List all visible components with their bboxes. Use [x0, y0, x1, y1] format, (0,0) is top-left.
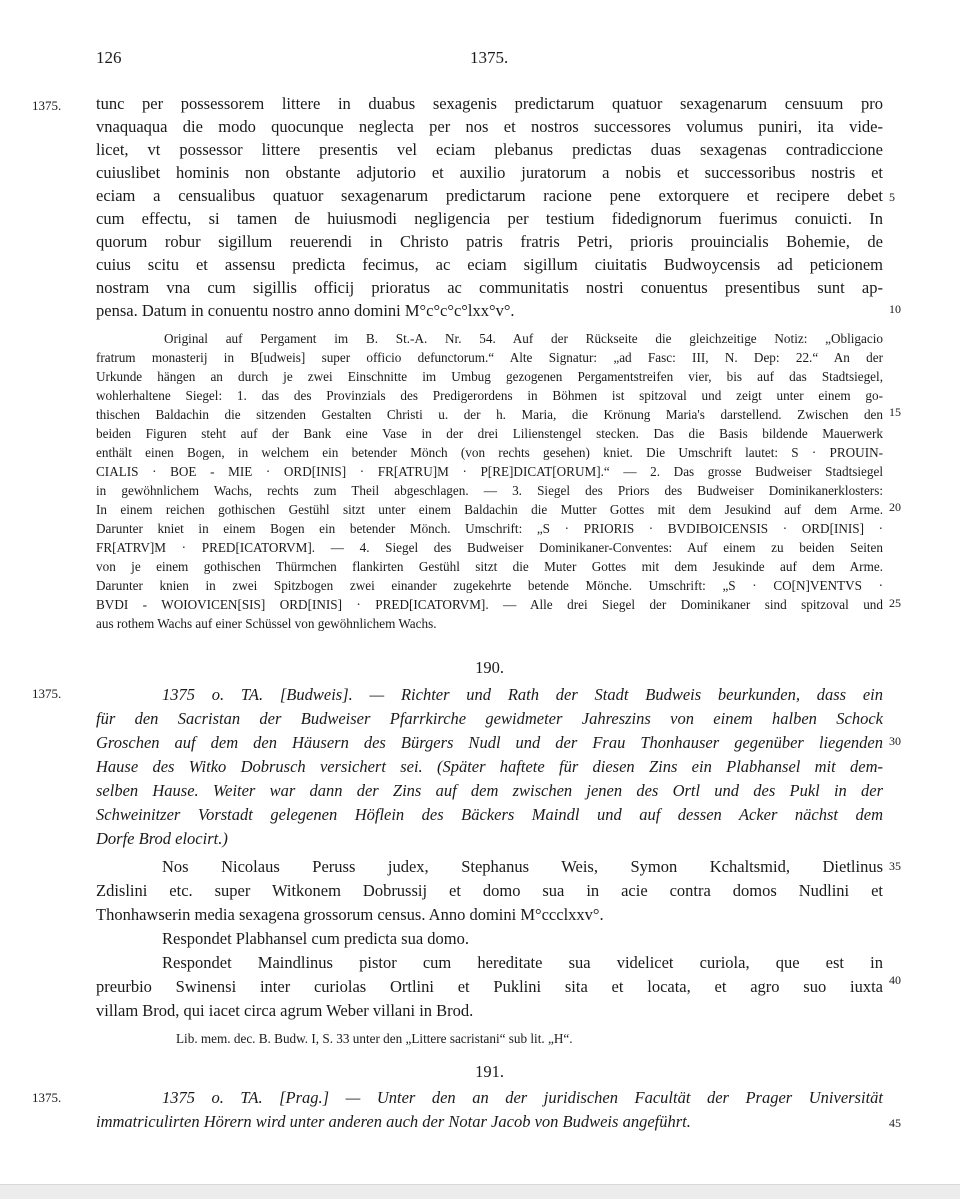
- line-number: 20: [889, 500, 901, 514]
- text-line: Nos Nicolaus Peruss judex, Stephanus Weis, Symon Kchaltsmid, Dietlinus: [162, 857, 883, 876]
- text-line: vnaquaqua die modo quocunque neglecta per nos et nostros successores volumus puniri, ita vide-: [96, 117, 883, 136]
- text-line: preurbio Swinensi inter curiolas Ortlini et Puklini sita et locata, et agro suo iuxta: [96, 977, 883, 996]
- text-line: cuiuslibet hominis non obstante adjutorio et auxilio juratorum a nobis et successoribus nostris et: [96, 163, 883, 182]
- regest-line: Groschen auf dem den Häusern des Bürgers Nudl und der Frau Thonhauser gegenüber liegenden: [96, 733, 883, 752]
- text-line: licet, vt possessor littere presentis vel eciam plebanus predictas duas sexagenas contradiccione: [96, 140, 883, 159]
- note-line: enthält einen Bogen, in welchem ein betender Mönch (von rechts gesehen) kniet. Die Umschrift lautet: S · PROUIN-: [96, 445, 883, 460]
- text-line: quorum robur sigillum reuerendi in Christo patris fratris Petri, prioris prouincialis Bohemie, de: [96, 232, 883, 251]
- text-line: Thonhawserin media sexagena grossorum census. Anno domini M°ccclxxv°.: [96, 905, 604, 924]
- note-line: FR[ATRV]M · PRED[ICATORVM]. — 4. Siegel des Budweiser Dominikaner-Conventes: Auf einem zu beiden Seiten: [96, 540, 883, 555]
- regest-line: Schweinitzer Vorstadt gelegenen Höflein des Bäckers Maindl und auf dessen Acker nächst dem: [96, 805, 883, 824]
- regest-line: für den Sacristan der Budweiser Pfarrkirche gewidmeter Jahreszins von einem halben Schock: [96, 709, 883, 728]
- text-line: eciam a censualibus quatuor sexagenarum predictarum racione pene extorquere et recipere debet: [96, 186, 883, 205]
- line-number: 15: [889, 405, 901, 419]
- line-number: 40: [889, 973, 901, 987]
- note-line: Urkunde hängen an durch je zwei Einschnitte im Umbug gezogenen Pergamentstreifen vier, bis auf das Stadtsiegel,: [96, 369, 883, 384]
- note-line: von je einem gothischen Thürmchen flankirten Gestühl sitzt die Muter Gottes mit dem Jesukinde auf dem Arme.: [96, 559, 883, 574]
- line-number: 10: [889, 302, 901, 316]
- text-line: nostram vna cum sigillis officij prioratus ac communitatis nostri conuentus presentibus sunt ap-: [96, 278, 883, 297]
- note-line: BVDI - WOIOVICEN[SIS] ORD[INIS] · PRED[ICATORVM]. — Alle drei Siegel der Dominikaner sind spitzoval und: [96, 597, 883, 612]
- document-number: 191.: [475, 1062, 504, 1081]
- running-year: 1375.: [470, 48, 509, 67]
- text-line: pensa. Datum in conuentu nostro anno domini M°c°c°c°lxx°v°.: [96, 301, 515, 320]
- margin-year: 1375.: [32, 1090, 62, 1105]
- note-line: in gewöhnlichem Wachs, rechts zum Theil abgeschlagen. — 3. Siegel des Priors des Budweiser Dominikanerklosters:: [96, 483, 883, 498]
- note-line: fratrum monasterij in B[udweis] super officio defunctorum.“ Alte Signatur: „ad Fasc: III, N. Dep: 22.“ An der: [96, 350, 883, 365]
- text-line: Respondet Plabhansel cum predicta sua domo.: [162, 929, 470, 948]
- regest-line: Hause des Witko Dobrusch versichert sei. (Später haftete für diesen Zins ein Plabhansel mit dem-: [96, 757, 883, 776]
- line-number: 45: [889, 1116, 901, 1130]
- line-number: 35: [889, 859, 901, 873]
- scan-bottom-edge: [0, 1184, 960, 1199]
- note-line: wohlerhaltene Siegel: 1. das des Provinzials des Predigerordens in Böhmen ist spitzoval und zeigt unter einem go-: [96, 388, 883, 403]
- text-line: Respondet Maindlinus pistor cum hereditate sua videlicet curiola, que est in: [162, 953, 883, 972]
- text-line: Zdislini etc. super Witkonem Dobrussij et domo sua in acie contra domos Nudlini et: [96, 881, 883, 900]
- text-line: villam Brod, qui iacet circa agrum Weber villani in Brod.: [96, 1001, 474, 1020]
- regest-line: immatriculirten Hörern wird unter anderen auch der Notar Jacob von Budweis angeführt.: [96, 1112, 691, 1131]
- text-line: tunc per possessorem littere in duabus sexagenis predictarum quatuor sexagenarum censuum pro: [96, 94, 883, 113]
- note-line: Darunter kniet in einem Bogen ein betender Mönch. Umschrift: „S · PRIORIS · BVDIBOICENSIS · ORD[INIS] ·: [96, 521, 883, 536]
- line-number: 30: [889, 734, 901, 748]
- document-number: 190.: [475, 658, 504, 677]
- note-line: aus rothem Wachs auf einer Schüssel von gewöhnlichem Wachs.: [96, 616, 437, 631]
- margin-year: 1375.: [32, 98, 62, 113]
- margin-year: 1375.: [32, 686, 62, 701]
- regest-line: Dorfe Brod elocirt.): [96, 829, 228, 848]
- note-line: beiden Figuren steht auf der Bank eine Vase in der drei Lilienstengel stecken. Das die Basis bildende Mauerwerk: [96, 426, 883, 441]
- text-line: cum effectu, si tamen de huiusmodi negligencia per testium fidedignorum fuerimus conuicti. In: [96, 209, 883, 228]
- regest-line: 1375 o. TA. [Budweis]. — Richter und Rath der Stadt Budweis beurkunden, dass ein: [162, 685, 883, 704]
- note-line: thischen Baldachin die sitzenden Gestalten Christi u. der h. Maria, die Krönung Maria's darstellend. Zwischen den: [96, 407, 883, 422]
- page-number: 126: [96, 48, 122, 67]
- note-line: CIALIS · BOE - MIE · ORD[INIS] · FR[ATRU]M · P[RE]DICAT[ORUM].“ — 2. Das grosse Budweiser Stadtsiegel: [96, 464, 883, 479]
- source-note: Lib. mem. dec. B. Budw. I, S. 33 unter den „Littere sacristani“ sub lit. „H“.: [176, 1031, 573, 1046]
- line-number: 25: [889, 596, 901, 610]
- regest-line: selben Hause. Weiter war dann der Zins auf dem zwischen jenen des Ortl und des Pukl in der: [96, 781, 883, 800]
- line-number: 5: [889, 190, 895, 204]
- note-line: Original auf Pergament im B. St.-A. Nr. 54. Auf der Rückseite die gleichzeitige Notiz: „Obligacio: [164, 331, 883, 346]
- text-line: cuius scitu et assensu predicta fecimus, ac eciam sigillum ciuitatis Budwoycensis ad peticionem: [96, 255, 883, 274]
- note-line: In einem reichen gothischen Gestühl sitzt unter einem Baldachin die Mutter Gottes mit dem Jesukind auf dem Arme.: [96, 502, 883, 517]
- note-line: Darunter knien in zwei Spitzbogen zwei einander zugekehrte betende Mönche. Umschrift: „S · CO[N]VENTVS ·: [96, 578, 883, 593]
- regest-line: 1375 o. TA. [Prag.] — Unter den an der juridischen Facultät der Prager Universität: [162, 1088, 883, 1107]
